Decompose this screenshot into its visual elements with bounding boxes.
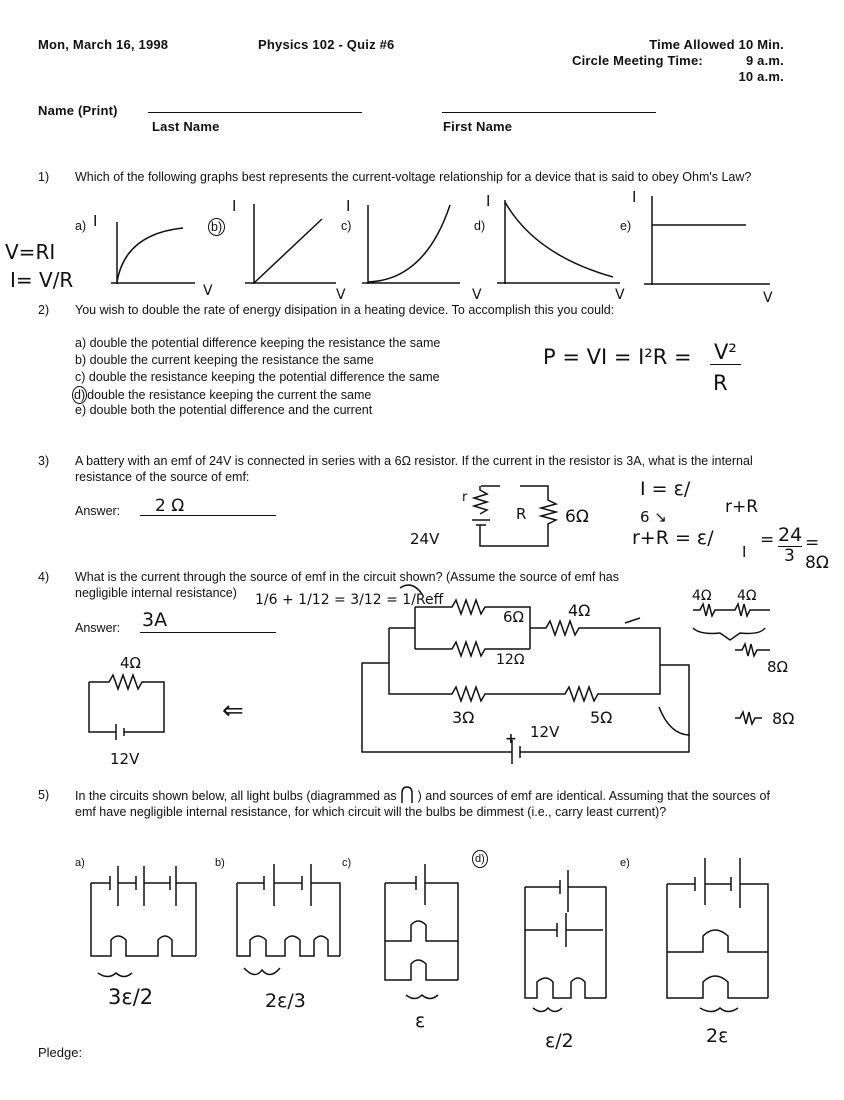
q2-option-d[interactable]: d) double the resistance keeping the current the same <box>74 388 372 402</box>
q4-work-formula: 1/6 + 1/12 = 3/12 = 1/Reff <box>255 592 444 608</box>
graph-e-axis-i: I <box>632 188 637 206</box>
q2-option-e[interactable]: e) double both the potential difference and the current <box>75 403 373 417</box>
time-allowed: Time Allowed 10 Min. <box>649 37 784 52</box>
q4-equiv-emf-label: 12V <box>110 750 140 768</box>
q5-circuit-c-label[interactable]: c) <box>342 857 352 869</box>
q5-number: 5) <box>38 788 50 802</box>
graph-c-axis-v: V <box>472 287 482 303</box>
q4-answer-value: 3A <box>142 609 168 631</box>
q3-work-line1: I = ε/ <box>640 478 691 500</box>
q2-option-b[interactable]: b) double the current keeping the resistance the same <box>75 353 374 367</box>
q4-side-4ohm-a: 4Ω <box>692 588 712 604</box>
q3-sketch-6ohm: 6Ω <box>565 507 589 527</box>
q4-label-4ohm: 4Ω <box>568 601 591 620</box>
q3-answer-label: Answer: <box>75 504 121 518</box>
graph-d-axis-v: V <box>615 287 625 303</box>
q4-label-plus: + <box>505 731 517 747</box>
graph-b-axis-v: V <box>336 287 346 303</box>
q3-sketch-24v: 24V <box>410 530 440 548</box>
q5-annotation-d: ε/2 <box>545 1030 574 1052</box>
q3-answer-value: 2 Ω <box>155 496 185 516</box>
quiz-date: Mon, March 16, 1998 <box>38 37 169 52</box>
q5-circuit-d-label[interactable]: d) <box>472 850 488 868</box>
q5-circuit-b-label[interactable]: b) <box>215 857 225 869</box>
circuit-c <box>385 864 458 980</box>
q3-work-line3-den: I <box>742 543 747 561</box>
q4-text: What is the current through the source of emf in the circuit shown? (Assume the source of emf has negligible internal resistance) <box>75 570 620 600</box>
name-label: Name (Print) <box>38 103 118 118</box>
q4-answer-label: Answer: <box>75 621 121 635</box>
q5-circuit-a-label[interactable]: a) <box>75 857 85 869</box>
q1-option-b-label[interactable]: b) <box>208 218 225 236</box>
q5-brace-marks <box>98 968 738 1012</box>
q5-text: In the circuits shown below, all light bulbs (diagrammed as ) and sources of emf are identical. Assuming that the sources of emf have negligible internal resistance, for which circuit will the bulbs be dimmest (i.e., carry least current)? <box>75 789 770 819</box>
q4-label-5ohm: 5Ω <box>590 708 613 727</box>
q3-work-line2: 6 ↘ <box>640 508 667 526</box>
q2-option-a[interactable]: a) double the potential difference keeping the resistance the same <box>75 336 441 350</box>
circuit-a <box>91 866 196 956</box>
q2-note-power-formula: P = VI = I²R = <box>543 345 692 369</box>
meeting-time-9am[interactable]: 9 a.m. <box>745 53 784 68</box>
q5-annotation-b: 2ε/3 <box>265 990 306 1012</box>
circuit-d <box>525 870 606 998</box>
q1-option-c-label[interactable]: c) <box>341 219 352 233</box>
q3-sketch-r: r <box>462 490 468 505</box>
q1-note-ohm: V=RI <box>5 240 56 264</box>
meeting-time-label: Circle Meeting Time: <box>572 53 703 68</box>
circuit-b <box>237 864 340 956</box>
q4-label-emf: 12V <box>530 723 560 741</box>
q1-text: Which of the following graphs best represents the current-voltage relationship for a device that is said to obey Ohm's Law? <box>75 170 752 184</box>
q4-label-3ohm: 3Ω <box>452 708 475 727</box>
q4-equiv-res-label: 4Ω <box>120 654 142 672</box>
first-name-caption: First Name <box>443 119 513 134</box>
q3-work-result: = 8Ω <box>805 533 829 573</box>
q3-work-eq: = <box>760 530 775 550</box>
quiz-title: Physics 102 - Quiz #6 <box>258 37 395 52</box>
q5-annotation-e: 2ε <box>706 1025 729 1047</box>
q4-side-8ohm-bottom: 8Ω <box>772 709 795 728</box>
q4-label-6ohm: 6Ω <box>503 608 525 626</box>
q2-number: 2) <box>38 303 50 317</box>
q5-annotation-c: ε <box>415 1010 426 1032</box>
last-name-caption: Last Name <box>152 119 220 134</box>
q2-option-c[interactable]: c) double the resistance keeping the potential difference the same <box>75 370 440 384</box>
q1-option-e-label[interactable]: e) <box>620 219 632 233</box>
q1-option-a-label[interactable]: a) <box>75 219 87 233</box>
q3-work-line1-den: r+R <box>725 497 759 517</box>
graph-e-axis-v: V <box>763 290 773 306</box>
q4-label-12ohm: 12Ω <box>496 652 525 668</box>
circuit-e <box>667 858 768 998</box>
graph-a-axis-v: V <box>203 283 213 299</box>
q3-work-line3: r+R = ε/ <box>632 527 714 549</box>
meeting-time-10am[interactable]: 10 a.m. <box>738 69 784 84</box>
graph-a-axis-i: I <box>93 212 98 230</box>
graph-b-axis-i: I <box>232 197 237 215</box>
q1-option-d-label[interactable]: d) <box>474 219 486 233</box>
q5-annotation-a: 3ε/2 <box>108 985 154 1009</box>
q3-number: 3) <box>38 454 50 468</box>
q3-work-frac-num: 24 <box>778 524 803 546</box>
q3-text: A battery with an emf of 24V is connected in series with a 6Ω resistor. If the current in the resistor is 3A, what is the internal resistance of the source of emf: <box>75 454 753 484</box>
q2-text: You wish to double the rate of energy disipation in a heating device. To accomplish this you could: <box>75 303 615 317</box>
graph-c-axis-i: I <box>346 197 351 215</box>
q1-number: 1) <box>38 170 50 184</box>
q2-note-numerator: V² <box>710 340 741 365</box>
q3-sketch-R: R <box>516 505 527 523</box>
q4-side-8ohm: 8Ω <box>767 658 789 676</box>
pledge-label: Pledge: <box>38 1045 83 1060</box>
q2-note-denominator: R <box>713 371 728 395</box>
q4-number: 4) <box>38 570 50 584</box>
q1-note-current: I= V/R <box>10 268 74 292</box>
q4-equiv-arrow: ⇐ <box>222 696 244 726</box>
graph-d-axis-i: I <box>486 192 491 210</box>
q5-circuit-e-label[interactable]: e) <box>620 857 630 869</box>
q4-side-4ohm-b: 4Ω <box>737 588 757 604</box>
q3-work-frac-den: 3 <box>784 546 795 566</box>
